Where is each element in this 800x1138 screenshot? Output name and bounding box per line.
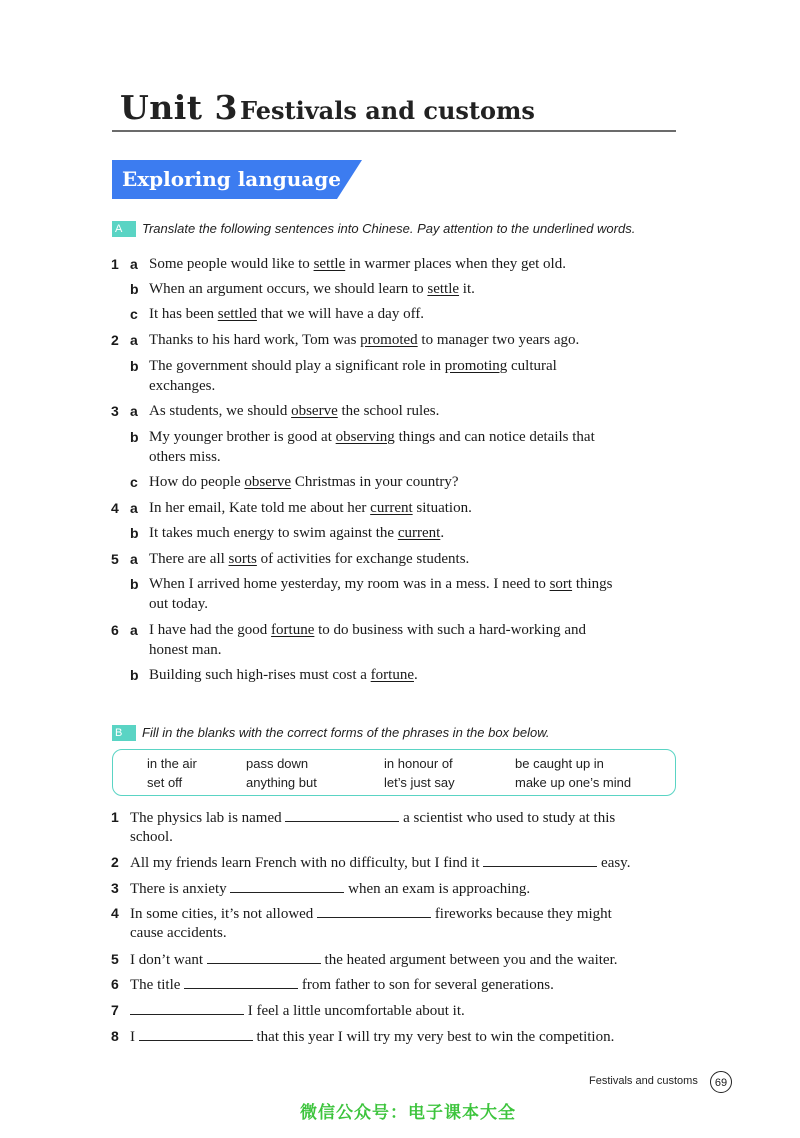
item-number: 4 xyxy=(111,905,119,921)
sentence-text: it. xyxy=(459,281,475,297)
sentence-text: Some people would like to xyxy=(149,256,314,272)
item-number: 1 xyxy=(111,809,119,825)
phrase: be caught up in xyxy=(515,756,604,771)
underlined-word: observing xyxy=(335,429,395,445)
item-number: 3 xyxy=(111,403,119,419)
answer-blank[interactable] xyxy=(230,878,344,893)
sentence-text: It takes much energy to swim against the xyxy=(149,525,398,541)
sentence-text: The government should play a significant role in xyxy=(149,358,445,374)
phrase: let’s just say xyxy=(384,775,455,790)
underlined-word: settled xyxy=(217,306,257,322)
item-letter: a xyxy=(130,332,138,348)
sentence-text: others miss. xyxy=(149,449,221,465)
sentence-line xyxy=(149,356,557,376)
section-title: Exploring language xyxy=(122,167,342,191)
item-letter: b xyxy=(130,667,139,683)
item-number: 6 xyxy=(111,976,119,992)
sentence-line xyxy=(149,594,208,614)
sentence-line xyxy=(149,620,586,640)
sentence-line xyxy=(130,923,227,943)
sentence-text: There is anxiety xyxy=(130,881,231,897)
sentence-line xyxy=(149,665,418,685)
sentence-text: In some cities, it’s not allowed xyxy=(130,906,318,922)
item-letter: a xyxy=(130,403,138,419)
sentence-text: exchanges. xyxy=(149,378,216,394)
item-number: 2 xyxy=(111,854,119,870)
item-letter: b xyxy=(130,576,139,592)
part-b-badge: B xyxy=(112,725,136,741)
item-number: 6 xyxy=(111,622,119,638)
sentence-line xyxy=(130,878,530,899)
sentence-text: It has been xyxy=(149,306,218,322)
underlined-word: promoting xyxy=(444,358,508,374)
sentence-line xyxy=(149,447,221,467)
sentence-text: things xyxy=(572,576,613,592)
sentence-text: My younger brother is good at xyxy=(149,429,336,445)
item-letter: a xyxy=(130,256,138,272)
sentence-text: I don’t want xyxy=(130,952,207,968)
sentence-text: to manager two years ago. xyxy=(417,332,580,348)
item-letter: b xyxy=(130,358,139,374)
sentence-line xyxy=(149,549,469,569)
footer-title: Festivals and customs xyxy=(589,1075,698,1087)
sentence-line xyxy=(149,523,444,543)
sentence-line xyxy=(149,472,459,492)
sentence-text: in warmer places when they get old. xyxy=(345,256,566,272)
sentence-text: the school rules. xyxy=(337,403,440,419)
part-a-badge: A xyxy=(112,221,136,237)
sentence-text: when an exam is approaching. xyxy=(344,881,531,897)
sentence-text: Thanks to his hard work, Tom was xyxy=(149,332,361,348)
underlined-word: observe xyxy=(291,403,338,419)
phrase: pass down xyxy=(246,756,309,771)
sentence-line xyxy=(149,640,222,660)
underlined-word: current xyxy=(370,500,413,516)
phrase: anything but xyxy=(246,775,317,790)
item-letter: a xyxy=(130,622,138,638)
underlined-word: sort xyxy=(549,576,573,592)
item-number: 1 xyxy=(111,256,119,272)
sentence-text: How do people xyxy=(149,474,245,490)
sentence-line xyxy=(130,1026,614,1047)
item-number: 2 xyxy=(111,332,119,348)
sentence-text: fireworks because they might xyxy=(431,906,612,922)
item-number: 3 xyxy=(111,880,119,896)
sentence-line xyxy=(130,949,618,970)
sentence-line xyxy=(130,827,173,847)
sentence-text: There are all xyxy=(149,551,229,567)
phrase-box xyxy=(112,749,676,796)
item-number: 5 xyxy=(111,951,119,967)
sentence-text: All my friends learn French with no difficulty, but I find it xyxy=(130,855,484,871)
item-letter: b xyxy=(130,281,139,297)
sentence-line xyxy=(130,974,554,995)
item-number: 7 xyxy=(111,1002,119,1018)
answer-blank[interactable] xyxy=(317,903,431,918)
part-a-instruction: Translate the following sentences into Chinese. Pay attention to the underlined words. xyxy=(142,221,636,236)
underlined-word: sorts xyxy=(228,551,257,567)
page-number: 69 xyxy=(710,1071,732,1093)
item-letter: b xyxy=(130,429,139,445)
sentence-line xyxy=(149,330,579,350)
item-letter: c xyxy=(130,306,138,322)
underlined-word: promoted xyxy=(360,332,418,348)
phrase: make up one’s mind xyxy=(515,775,632,790)
sentence-text: school. xyxy=(130,829,173,845)
sentence-line xyxy=(149,498,472,518)
watermark: 微信公众号：电子课本大全 xyxy=(300,1103,516,1123)
phrase: in honour of xyxy=(384,756,453,771)
sentence-text: easy. xyxy=(597,855,631,871)
sentence-line xyxy=(149,401,439,421)
sentence-text: When an argument occurs, we should learn to xyxy=(149,281,428,297)
unit-number: Unit 3 xyxy=(120,88,239,127)
sentence-line xyxy=(149,376,215,396)
sentence-text: I xyxy=(130,1029,139,1045)
sentence-text: The title xyxy=(130,977,185,993)
item-letter: b xyxy=(130,525,139,541)
answer-blank[interactable] xyxy=(130,1000,244,1015)
answer-blank[interactable] xyxy=(285,807,399,822)
underlined-word: observe xyxy=(244,474,292,490)
answer-blank[interactable] xyxy=(139,1026,253,1041)
sentence-text: honest man. xyxy=(149,642,222,658)
item-letter: a xyxy=(130,500,138,516)
item-letter: c xyxy=(130,474,138,490)
sentence-text: . xyxy=(413,667,418,683)
item-number: 4 xyxy=(111,500,119,516)
underlined-word: settle xyxy=(313,256,346,272)
sentence-line xyxy=(130,903,612,924)
sentence-text: In her email, Kate told me about her xyxy=(149,500,371,516)
phrase: in the air xyxy=(147,756,197,771)
sentence-text: situation. xyxy=(412,500,472,516)
underlined-word: settle xyxy=(427,281,460,297)
sentence-text: cause accidents. xyxy=(130,925,227,941)
sentence-text: that this year I will try my very best to win the competition. xyxy=(252,1029,615,1045)
sentence-text: out today. xyxy=(149,596,209,612)
sentence-text: As students, we should xyxy=(149,403,292,419)
sentence-text: that we will have a day off. xyxy=(256,306,425,322)
sentence-line xyxy=(130,852,630,873)
sentence-text: the heated argument between you and the waiter. xyxy=(320,952,618,968)
sentence-text: Christmas in your country? xyxy=(291,474,459,490)
sentence-text: I have had the good xyxy=(149,622,272,638)
sentence-text: to do business with such a hard-working and xyxy=(314,622,587,638)
sentence-line xyxy=(149,279,475,299)
sentence-text: . xyxy=(440,525,445,541)
sentence-text: The physics lab is named xyxy=(130,810,286,826)
answer-blank[interactable] xyxy=(207,949,321,964)
sentence-line xyxy=(149,304,424,324)
sentence-line xyxy=(130,807,615,828)
underlined-word: fortune xyxy=(271,622,315,638)
sentence-text: things and can notice details that xyxy=(394,429,595,445)
unit-title: Festivals and customs xyxy=(240,96,535,125)
unit-header xyxy=(112,86,676,132)
underlined-word: fortune xyxy=(370,667,414,683)
item-number: 8 xyxy=(111,1028,119,1044)
answer-blank[interactable] xyxy=(483,852,597,867)
sentence-text: from father to son for several generations. xyxy=(298,977,554,993)
section-banner xyxy=(112,160,362,199)
sentence-text: I feel a little uncomfortable about it. xyxy=(244,1003,465,1019)
item-letter: a xyxy=(130,551,138,567)
sentence-line xyxy=(130,1000,465,1021)
underlined-word: current xyxy=(397,525,441,541)
sentence-text: Building such high-rises must cost a xyxy=(149,667,371,683)
sentence-text: a scientist who used to study at this xyxy=(399,810,616,826)
answer-blank[interactable] xyxy=(184,974,298,989)
part-b-instruction: Fill in the blanks with the correct forms of the phrases in the box below. xyxy=(142,725,550,740)
sentence-text: When I arrived home yesterday, my room was in a mess. I need to xyxy=(149,576,550,592)
sentence-line xyxy=(149,574,613,594)
sentence-text: cultural xyxy=(507,358,557,374)
sentence-text: of activities for exchange students. xyxy=(256,551,470,567)
sentence-line xyxy=(149,254,566,274)
item-number: 5 xyxy=(111,551,119,567)
phrase: set off xyxy=(147,775,183,790)
sentence-line xyxy=(149,427,595,447)
